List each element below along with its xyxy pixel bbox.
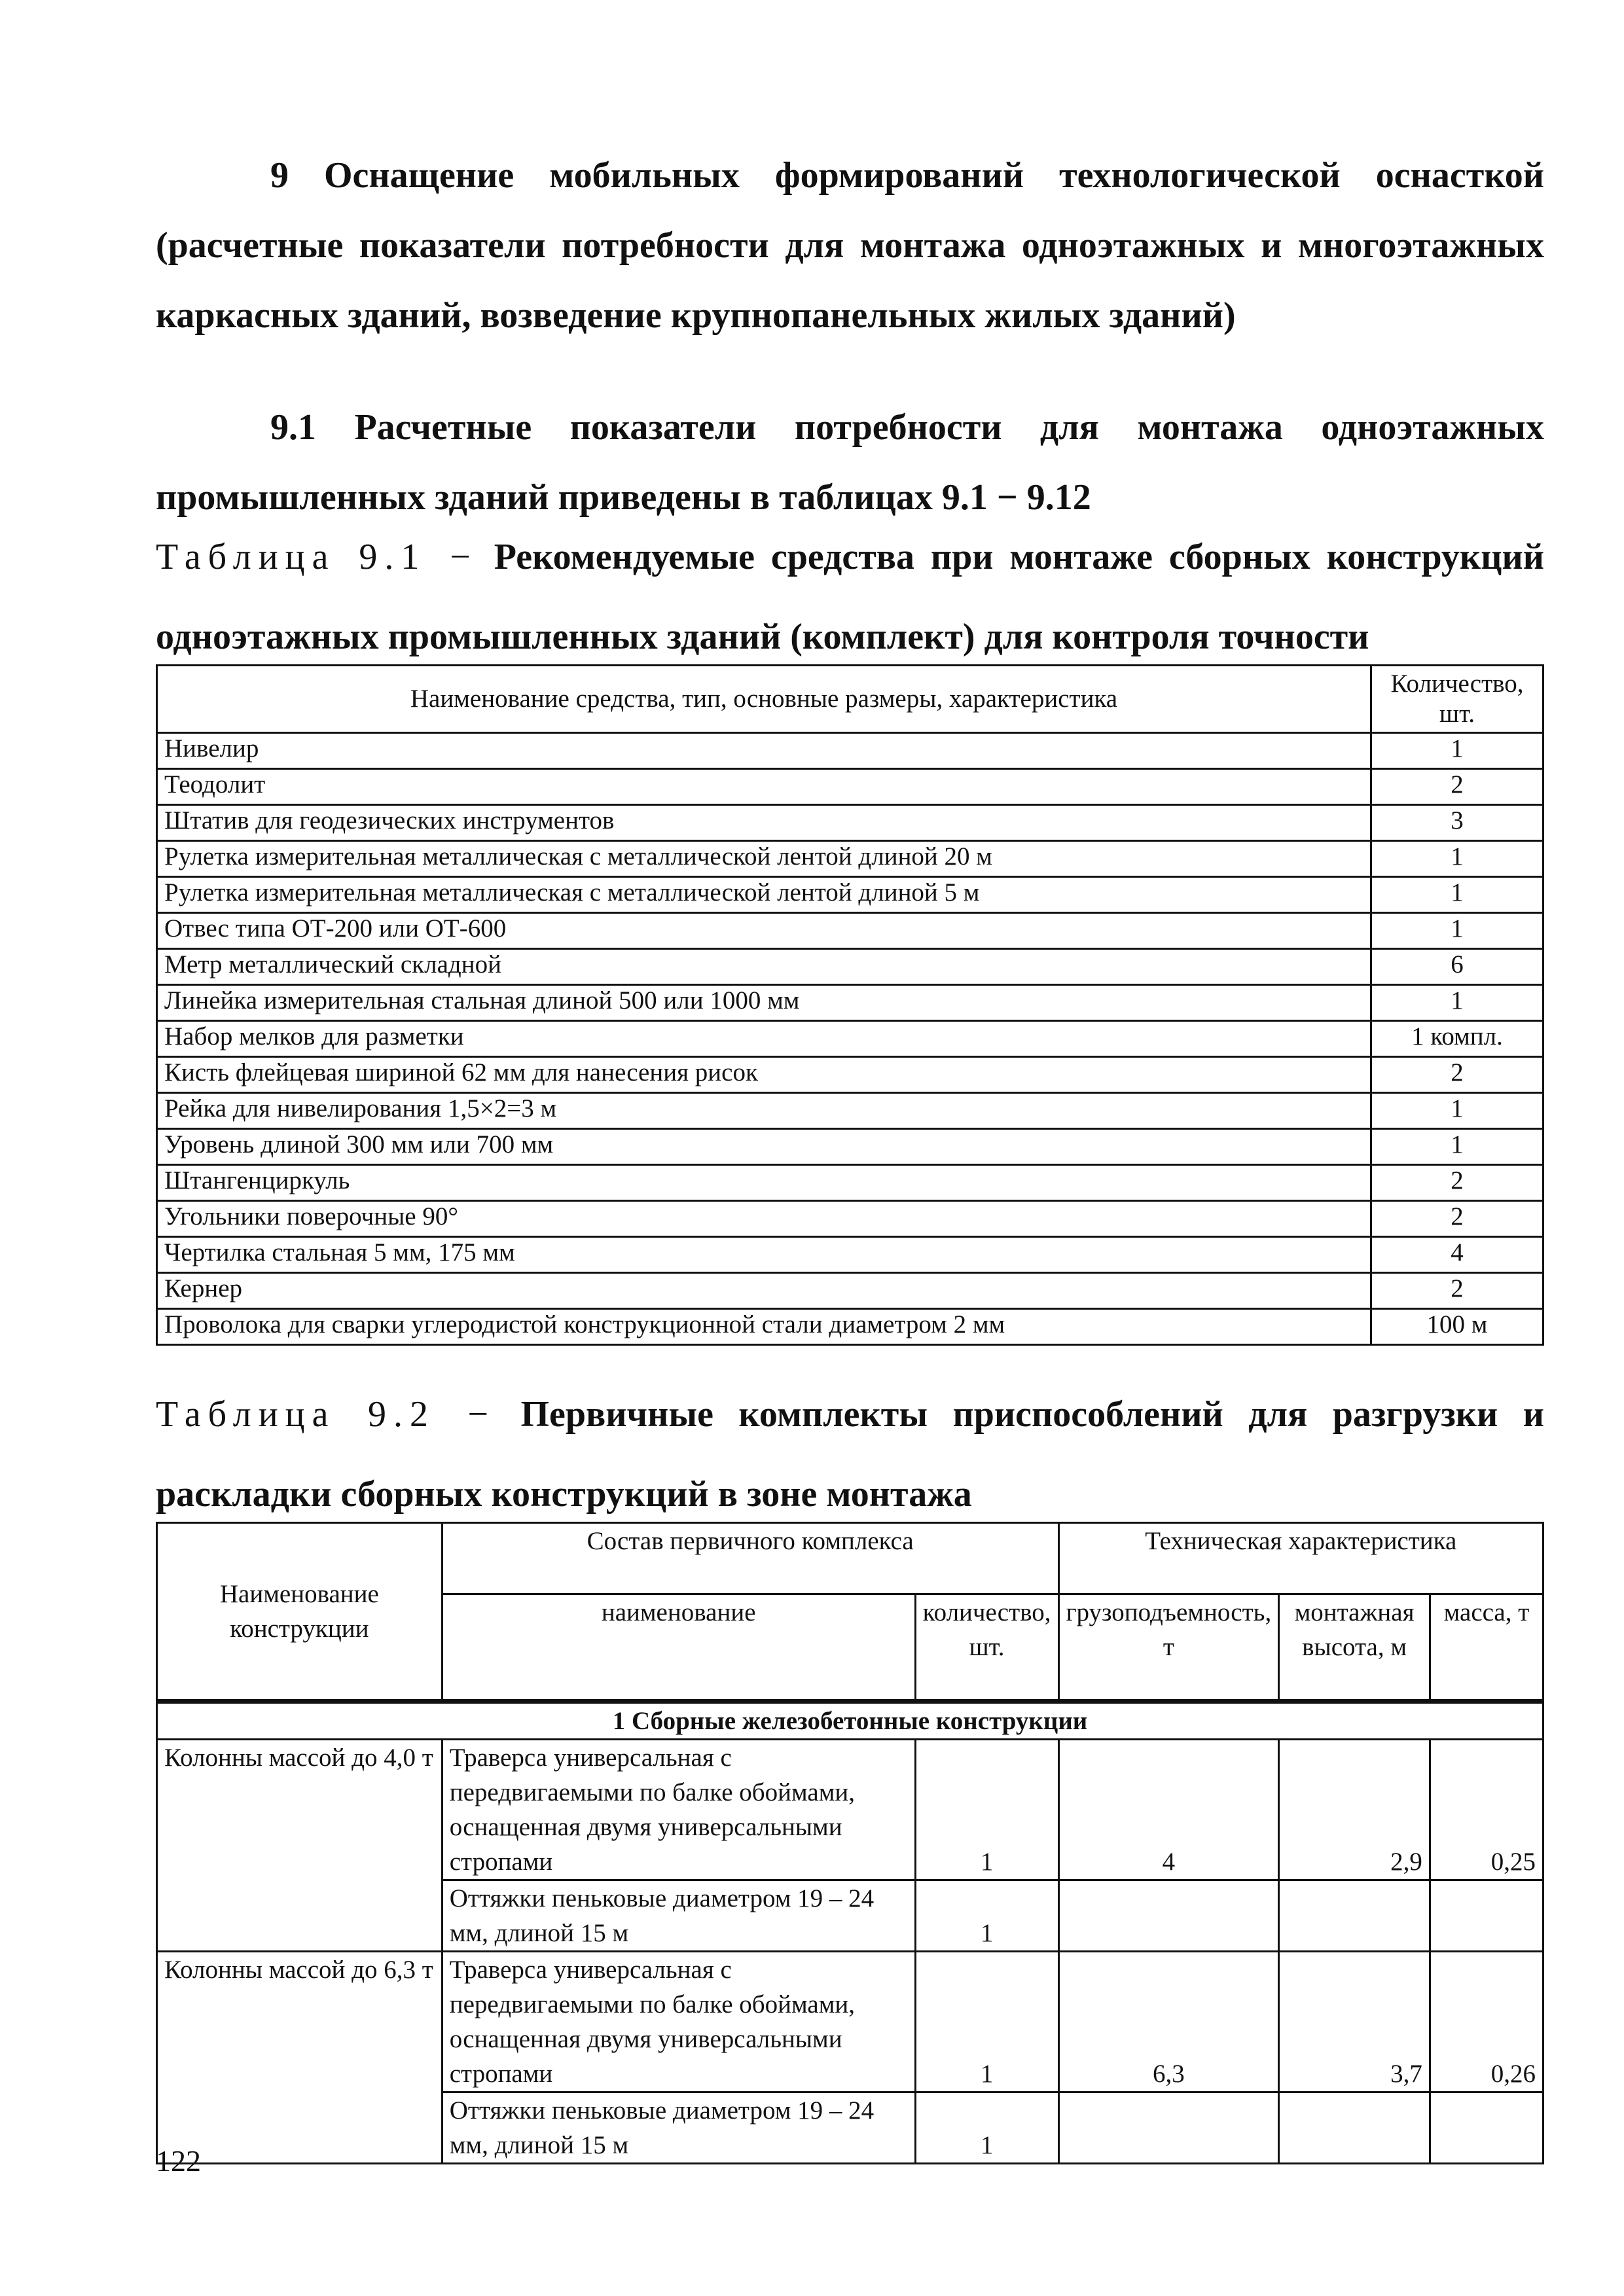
header-tech-cell: Техническая характеристика [1058, 1523, 1543, 1594]
item-qty: 1 [1371, 733, 1543, 769]
header-capacity-cell: грузоподъемность, т [1058, 1594, 1279, 1702]
table-row [157, 733, 1543, 769]
header-name-cell: Наименование средства, тип, основные размеры, характеристика [157, 666, 1371, 733]
empty-cell [1430, 1880, 1543, 1952]
header-qty-cell: количество, шт. [915, 1594, 1058, 1702]
item-name: Линейка измерительная стальная длиной 500 или 1000 мм [157, 985, 1371, 1021]
table-header-row [157, 666, 1543, 733]
table-row [157, 1273, 1543, 1309]
item-qty: 100 м [1371, 1309, 1543, 1345]
table-row [157, 1093, 1543, 1129]
item-capacity: 4 [1058, 1740, 1279, 1880]
item-name: Отвес типа ОТ-200 или ОТ-600 [157, 913, 1371, 949]
table-row [157, 1309, 1543, 1345]
item-qty: 2 [1371, 1201, 1543, 1237]
item-qty: 2 [1371, 1273, 1543, 1309]
item-name: Кисть флейцевая шириной 62 мм для нанесения рисок [157, 1057, 1371, 1093]
table-row [157, 985, 1543, 1021]
item-name: Оттяжки пеньковые диаметром 19 – 24 мм, длиной 15 м [442, 2092, 915, 2164]
section-heading: 9 Оснащение мобильных формирований технологической оснасткой (расчетные показатели потребности для монтажа одноэтажных и многоэтажных каркасных зданий, возведение крупнопанельных жилых зданий) [156, 155, 1544, 336]
item-qty: 2 [1371, 1165, 1543, 1201]
item-name: Проволока для сварки углеродистой конструкционной стали диаметром 2 мм [157, 1309, 1371, 1345]
table-header-row [157, 1523, 1543, 1594]
item-height: 3,7 [1279, 1952, 1430, 2092]
section-row [157, 1702, 1543, 1740]
table1-caption-title: Рекомендуемые средства при монтаже сборных конструкций одноэтажных промышленных зданий (комплект) для контроля точности [156, 537, 1544, 657]
table-row [157, 877, 1543, 913]
table-row [157, 841, 1543, 877]
header-composition-cell: Состав первичного комплекса [442, 1523, 1058, 1594]
table-row [157, 913, 1543, 949]
item-name: Траверса универсальная с передвигаемыми по балке обоймами, оснащенная двумя универсальными стропами [442, 1952, 915, 2092]
item-name: Уровень длиной 300 мм или 700 мм [157, 1129, 1371, 1165]
item-name: Траверса универсальная с передвигаемыми по балке обоймами, оснащенная двумя универсальными стропами [442, 1740, 915, 1880]
item-qty: 3 [1371, 805, 1543, 841]
header-name-cell: наименование [442, 1594, 915, 1702]
table-row [157, 1952, 1543, 2092]
table-row [157, 1021, 1543, 1057]
table-row [157, 1129, 1543, 1165]
item-name: Кернер [157, 1273, 1371, 1309]
table-9-2 [156, 1522, 1544, 2164]
empty-cell [1430, 2092, 1543, 2164]
header-height-cell: монтажная высота, м [1279, 1594, 1430, 1702]
table-row [157, 1057, 1543, 1093]
item-qty: 1 компл. [1371, 1021, 1543, 1057]
item-qty: 1 [915, 1740, 1058, 1880]
empty-cell [1058, 2092, 1279, 2164]
header-qty-cell: Количество, шт. [1371, 666, 1543, 733]
item-name: Чертилка стальная 5 мм, 175 мм [157, 1237, 1371, 1273]
item-name: Метр металлический складной [157, 949, 1371, 985]
table-row [157, 1201, 1543, 1237]
item-name: Штангенциркуль [157, 1165, 1371, 1201]
item-qty: 1 [915, 1952, 1058, 2092]
section-title: 1 Сборные железобетонные конструкции [157, 1702, 1543, 1740]
item-qty: 1 [1371, 985, 1543, 1021]
item-name: Нивелир [157, 733, 1371, 769]
item-qty: 1 [1371, 841, 1543, 877]
table2-caption [156, 1374, 1544, 1534]
header-mass-cell: масса, т [1430, 1594, 1543, 1702]
table-row [157, 1165, 1543, 1201]
item-qty: 2 [1371, 1057, 1543, 1093]
item-qty: 1 [1371, 1129, 1543, 1165]
page-number: 122 [156, 2144, 201, 2178]
item-mass: 0,26 [1430, 1952, 1543, 2092]
item-name: Рулетка измерительная металлическая с металлической лентой длиной 5 м [157, 877, 1371, 913]
item-name: Оттяжки пеньковые диаметром 19 – 24 мм, длиной 15 м [442, 1880, 915, 1952]
empty-cell [1058, 1880, 1279, 1952]
table-row [157, 949, 1543, 985]
header-construction-cell: Наименование конструкции [157, 1523, 442, 1702]
subsection-heading: 9.1 Расчетные показатели потребности для монтажа одноэтажных промышленных зданий приведены в таблицах 9.1 − 9.12 [156, 407, 1544, 518]
item-capacity: 6,3 [1058, 1952, 1279, 2092]
item-qty: 1 [915, 1880, 1058, 1952]
empty-cell [1279, 1880, 1430, 1952]
empty-cell [1279, 2092, 1430, 2164]
item-name: Рейка для нивелирования 1,5×2=3 м [157, 1093, 1371, 1129]
item-qty: 1 [1371, 1093, 1543, 1129]
table-row [157, 1237, 1543, 1273]
item-name: Штатив для геодезических инструментов [157, 805, 1371, 841]
table1-caption-label: Таблица 9.1 − [156, 537, 478, 577]
item-height: 2,9 [1279, 1740, 1430, 1880]
construction-cell: Колонны массой до 4,0 т [157, 1740, 442, 1952]
table-9-1 [156, 664, 1544, 1346]
table2-caption-title: Первичные комплекты приспособлений для разгрузки и раскладки сборных конструкций в зоне монтажа [156, 1394, 1544, 1515]
item-name: Рулетка измерительная металлическая с металлической лентой длиной 20 м [157, 841, 1371, 877]
item-qty: 4 [1371, 1237, 1543, 1273]
item-qty: 1 [1371, 877, 1543, 913]
item-name: Угольники поверочные 90° [157, 1201, 1371, 1237]
item-name: Набор мелков для разметки [157, 1021, 1371, 1057]
table-row [157, 805, 1543, 841]
item-name: Теодолит [157, 769, 1371, 805]
item-mass: 0,25 [1430, 1740, 1543, 1880]
item-qty: 2 [1371, 769, 1543, 805]
table1-caption [156, 517, 1544, 677]
item-qty: 6 [1371, 949, 1543, 985]
table-row [157, 769, 1543, 805]
table-row [157, 1740, 1543, 1880]
item-qty: 1 [1371, 913, 1543, 949]
table2-caption-label: Таблица 9.2 − [156, 1394, 496, 1435]
item-qty: 1 [915, 2092, 1058, 2164]
construction-cell: Колонны массой до 6,3 т [157, 1952, 442, 2164]
